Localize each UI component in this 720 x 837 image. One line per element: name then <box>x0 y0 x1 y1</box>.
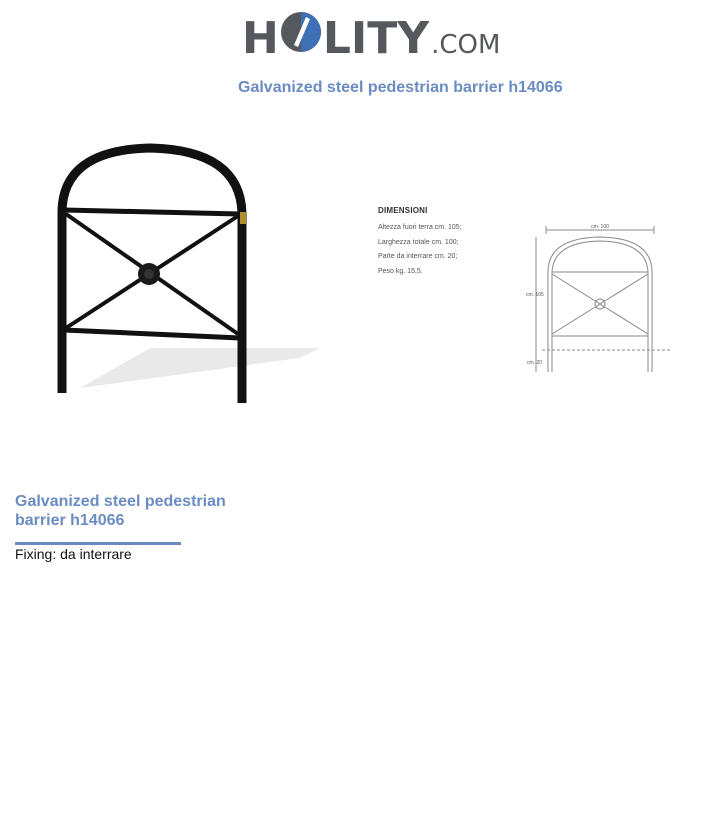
title-underline <box>15 542 181 545</box>
spec-line: Altezza fuori terra cm. 105; <box>378 224 462 231</box>
logo-suffix: LITY <box>322 13 430 64</box>
spec-heading: DIMENSIONI <box>378 206 428 215</box>
dimensions-spec <box>378 206 498 279</box>
drawing-width-label: cm. 100 <box>591 224 609 230</box>
product-title: Galvanized steel pedestrian barrier h14066 <box>15 493 226 529</box>
fixing-info: Fixing: da interrare <box>15 546 132 562</box>
holity-logo[interactable] <box>242 10 500 68</box>
logo-domain: .COM <box>431 30 501 60</box>
barrier-product-image <box>50 138 330 418</box>
spec-line: Parte da interrare cm. 20; <box>378 253 458 260</box>
technical-drawing <box>522 222 678 378</box>
drawing-height-label: cm. 105 <box>526 292 544 298</box>
drawing-ground-label: cm. 20 <box>527 360 543 366</box>
logo-prefix: H <box>242 13 279 64</box>
logo-o-icon <box>280 11 322 53</box>
spec-line: Peso kg. 15,5. <box>378 267 423 275</box>
spec-line: Larghezza totale cm. 100; <box>378 238 459 246</box>
page-title: Galvanized steel pedestrian barrier h14066 <box>238 79 563 96</box>
